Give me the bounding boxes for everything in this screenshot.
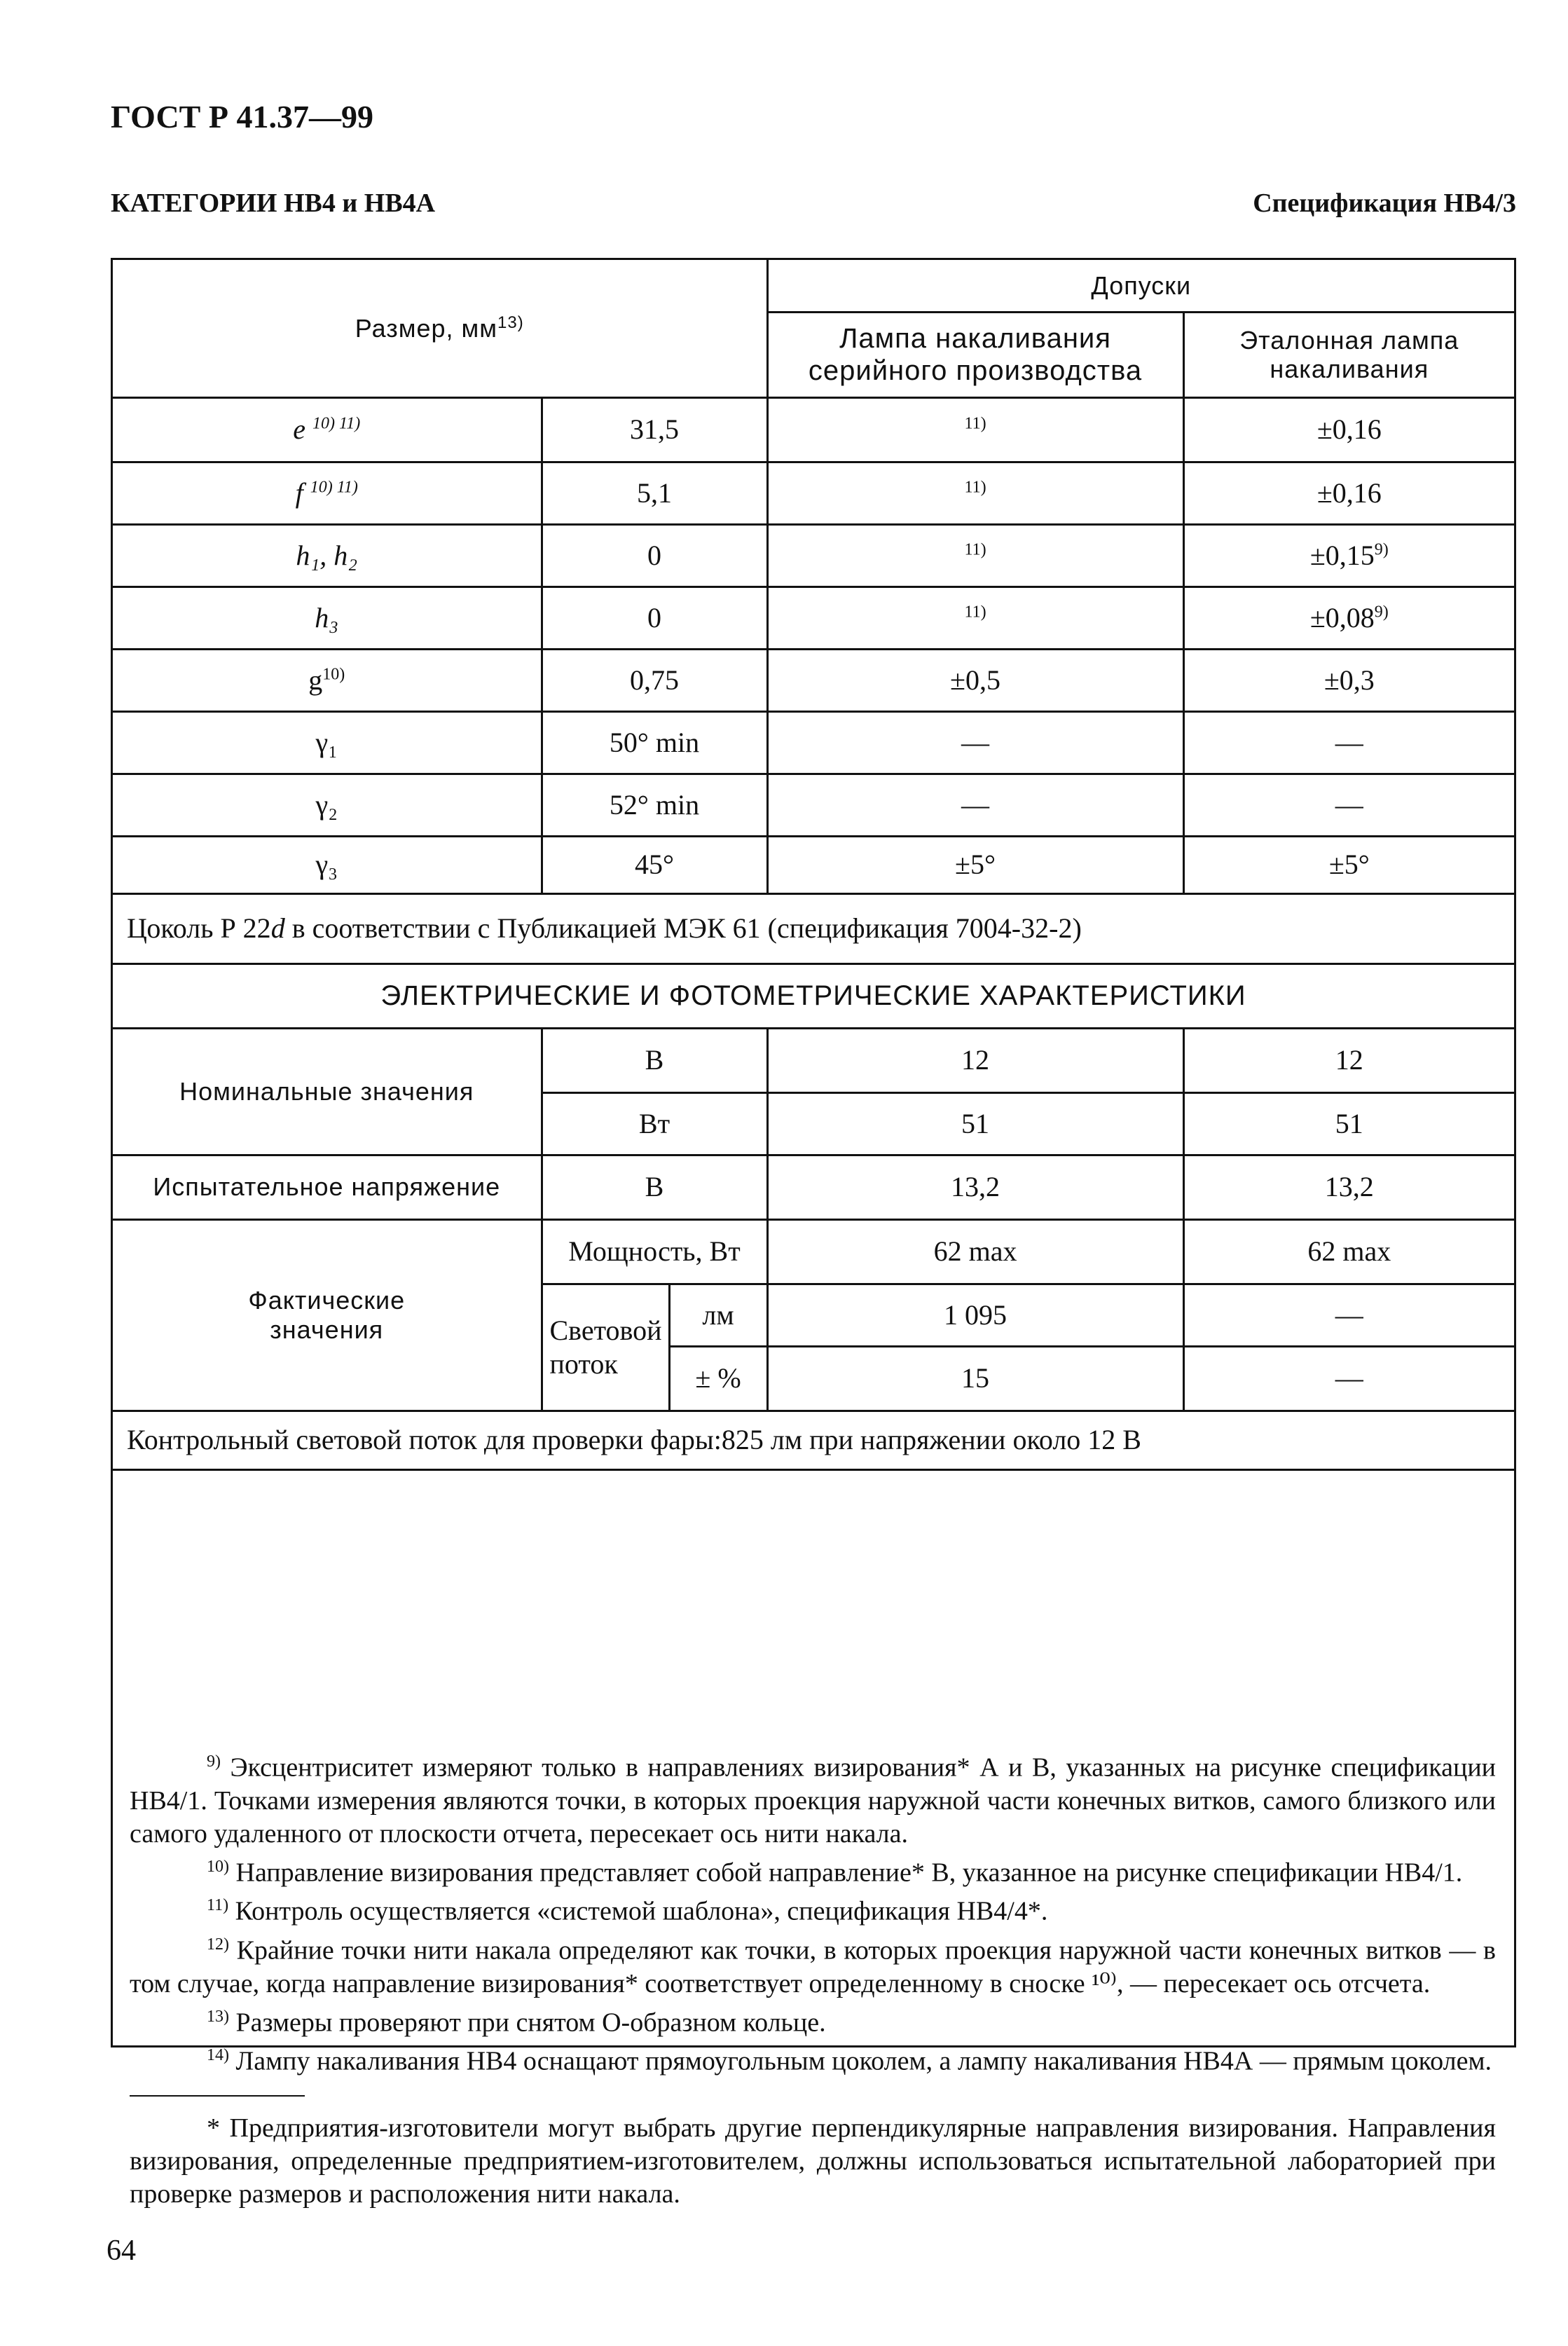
- power-serial: 62 max: [767, 1219, 1183, 1284]
- nominal-w-unit: Вт: [542, 1092, 767, 1155]
- value-cell: 5,1: [542, 462, 767, 524]
- footnote-text: Лампу накаливания НВ4 оснащают прямоугольным цоколем, а лампу накаливания НВ4А — прямым цоколем.: [229, 2046, 1492, 2076]
- reference-cell: ±0,16: [1183, 462, 1514, 524]
- footnote-item: [130, 1889, 1496, 1928]
- value-cell: 31,5: [542, 397, 767, 462]
- footnote-mark: 9): [207, 1752, 221, 1771]
- header-tolerances: Допуски: [767, 260, 1514, 312]
- footnote-item: [130, 1745, 1496, 1851]
- reference-cell: —: [1183, 774, 1514, 836]
- value-cell: 45°: [542, 836, 767, 893]
- serial-note: 11): [964, 540, 986, 559]
- footnote-item: [130, 1928, 1496, 2001]
- footnote-text: Крайние точки нити накала определяют как точки, в которых проекция наружной части конечных витков — в том случае, когда направление визирования* соответствует определенному в сноске ¹⁰⁾, — пересекает ось отсчета.: [130, 1935, 1496, 1998]
- table-row: [113, 649, 1514, 711]
- pct-ref: —: [1183, 1346, 1514, 1411]
- dim-cell: γ₂: [113, 774, 542, 836]
- reference-cell: ±0,16: [1183, 397, 1514, 462]
- dim-cell: γ₃: [113, 836, 542, 893]
- actual-label: Фактические значения: [113, 1219, 542, 1411]
- dim-label: h₁, h₂: [296, 539, 358, 571]
- nominal-v-unit: В: [542, 1028, 767, 1092]
- footnote-text: Эксцентриситет измеряют только в направлениях визирования* А и В, указанных на рисунке спецификации НВ4/1. Точками измерения являются точки, в которых проекция наружной части конечных витков, самого близкого или самого удаленного от плоскости отчета, пересекает ось нити накала.: [130, 1752, 1496, 1848]
- base-note: [113, 893, 1514, 963]
- value-cell: 0,75: [542, 649, 767, 711]
- serial-cell: —: [767, 774, 1183, 836]
- test-voltage-serial: 13,2: [767, 1155, 1183, 1219]
- value-cell: 0: [542, 524, 767, 586]
- page-number: 64: [106, 2235, 136, 2267]
- reference-cell: —: [1183, 711, 1514, 774]
- dim-note: 10) 11): [312, 414, 361, 433]
- base-text-b: в соответствии с Публикацией МЭК 61 (спецификация 7004-32-2): [284, 912, 1082, 944]
- control-flux-note: Контрольный световой поток для проверки фары:825 лм при напряжении около 12 В: [113, 1411, 1514, 1469]
- footnote-item: [130, 2039, 1496, 2078]
- table-row: [113, 462, 1514, 524]
- nominal-w-serial: 51: [767, 1092, 1183, 1155]
- header-reference: Эталонная лампа накаливания: [1183, 312, 1514, 397]
- pct-serial: 15: [767, 1346, 1183, 1411]
- dim-cell: [113, 649, 542, 711]
- header-size: [113, 260, 767, 397]
- specification-title: Спецификация НВ4/3: [1253, 188, 1516, 218]
- base-text-d: d: [270, 912, 285, 944]
- table-row: [113, 397, 1514, 462]
- dim-label: e: [293, 413, 306, 445]
- nominal-label: Номинальные значения: [113, 1028, 542, 1155]
- table-row: [113, 586, 1514, 649]
- serial-cell: [767, 462, 1183, 524]
- reference-value: ±0,08: [1309, 601, 1375, 633]
- category-title: КАТЕГОРИИ НВ4 и НВ4А: [111, 188, 436, 218]
- dim-cell: [113, 462, 542, 524]
- dim-note: 10) 11): [310, 478, 358, 497]
- test-voltage-unit: В: [542, 1155, 767, 1219]
- nominal-v-serial: 12: [767, 1028, 1183, 1092]
- dim-label: h₃: [315, 601, 339, 633]
- value-cell: 0: [542, 586, 767, 649]
- dim-label: f: [295, 476, 303, 509]
- header-size-label: Размер, мм: [355, 314, 498, 343]
- asterisk-footnote: * Предприятия-изготовители могут выбрать другие перпендикулярные направления визирования. Направления визирования, определенные предприятием-изготовителем, должны использоваться испытательной лабораторией при проверке размеров и расположения нити накала.: [130, 2113, 1496, 2209]
- lm-ref: —: [1183, 1284, 1514, 1346]
- serial-note: 11): [964, 603, 986, 622]
- serial-cell: ±5°: [767, 836, 1183, 893]
- footnote-text: Размеры проверяют при снятом О-образном кольце.: [229, 2008, 826, 2038]
- header-serial: Лампа накаливания серийного производства: [767, 312, 1183, 397]
- power-ref: 62 max: [1183, 1219, 1514, 1284]
- pct-unit: ± %: [669, 1346, 767, 1411]
- footnote-mark: 11): [207, 1896, 229, 1915]
- footnote-divider: [130, 2095, 305, 2097]
- serial-cell: [767, 397, 1183, 462]
- dim-cell: [113, 397, 542, 462]
- reference-note: 9): [1374, 540, 1389, 559]
- reference-value: ±0,15: [1309, 539, 1375, 571]
- serial-cell: [767, 586, 1183, 649]
- footnote-mark: 12): [207, 1935, 229, 1954]
- dim-cell: γ₁: [113, 711, 542, 774]
- nominal-w-ref: 51: [1183, 1092, 1514, 1155]
- base-text-a: Цоколь Р 22: [127, 912, 271, 944]
- reference-cell: ±0,3: [1183, 649, 1514, 711]
- footnotes: [130, 1745, 1496, 2211]
- footnote-mark: 13): [207, 2007, 229, 2026]
- footnote-mark: 10): [207, 1857, 229, 1876]
- serial-cell: [767, 524, 1183, 586]
- power-label: Мощность, Вт: [542, 1219, 767, 1284]
- section-heading: ЭЛЕКТРИЧЕСКИЕ И ФОТОМЕТРИЧЕСКИЕ ХАРАКТЕРИСТИКИ: [113, 963, 1514, 1028]
- footnote-item: [130, 1851, 1496, 1890]
- spec-frame: [111, 258, 1516, 2209]
- standard-title: ГОСТ Р 41.37—99: [111, 99, 373, 135]
- table-row: [113, 836, 1514, 893]
- spec-table: [113, 260, 1514, 1471]
- flux-label: Световой поток: [542, 1284, 669, 1411]
- serial-cell: ±0,5: [767, 649, 1183, 711]
- value-cell: 52° min: [542, 774, 767, 836]
- footnote-text: Контроль осуществляется «системой шаблона», спецификация НВ4/4*.: [228, 1896, 1048, 1926]
- dim-cell: [113, 524, 542, 586]
- reference-cell: ±5°: [1183, 836, 1514, 893]
- table-row: [113, 524, 1514, 586]
- value-cell: 50° min: [542, 711, 767, 774]
- reference-cell: [1183, 586, 1514, 649]
- table-row: [113, 711, 1514, 774]
- table-row: [113, 774, 1514, 836]
- dim-cell: [113, 586, 542, 649]
- footnote-mark: 14): [207, 2046, 229, 2065]
- test-voltage-label: Испытательное напряжение: [113, 1155, 542, 1219]
- lm-unit: лм: [669, 1284, 767, 1346]
- header-size-note: 13): [497, 313, 524, 333]
- reference-cell: [1183, 524, 1514, 586]
- reference-note: 9): [1374, 603, 1389, 622]
- footnote-item: [130, 2001, 1496, 2040]
- dim-label: g: [308, 664, 323, 696]
- footnote-text: Направление визирования представляет собой направление* В, указанное на рисунке спецификации НВ4/1.: [229, 1858, 1463, 1888]
- lm-serial: 1 095: [767, 1284, 1183, 1346]
- serial-note: 11): [964, 478, 986, 497]
- serial-note: 11): [964, 414, 986, 433]
- dim-note: 10): [322, 665, 345, 684]
- nominal-v-ref: 12: [1183, 1028, 1514, 1092]
- test-voltage-ref: 13,2: [1183, 1155, 1514, 1219]
- serial-cell: —: [767, 711, 1183, 774]
